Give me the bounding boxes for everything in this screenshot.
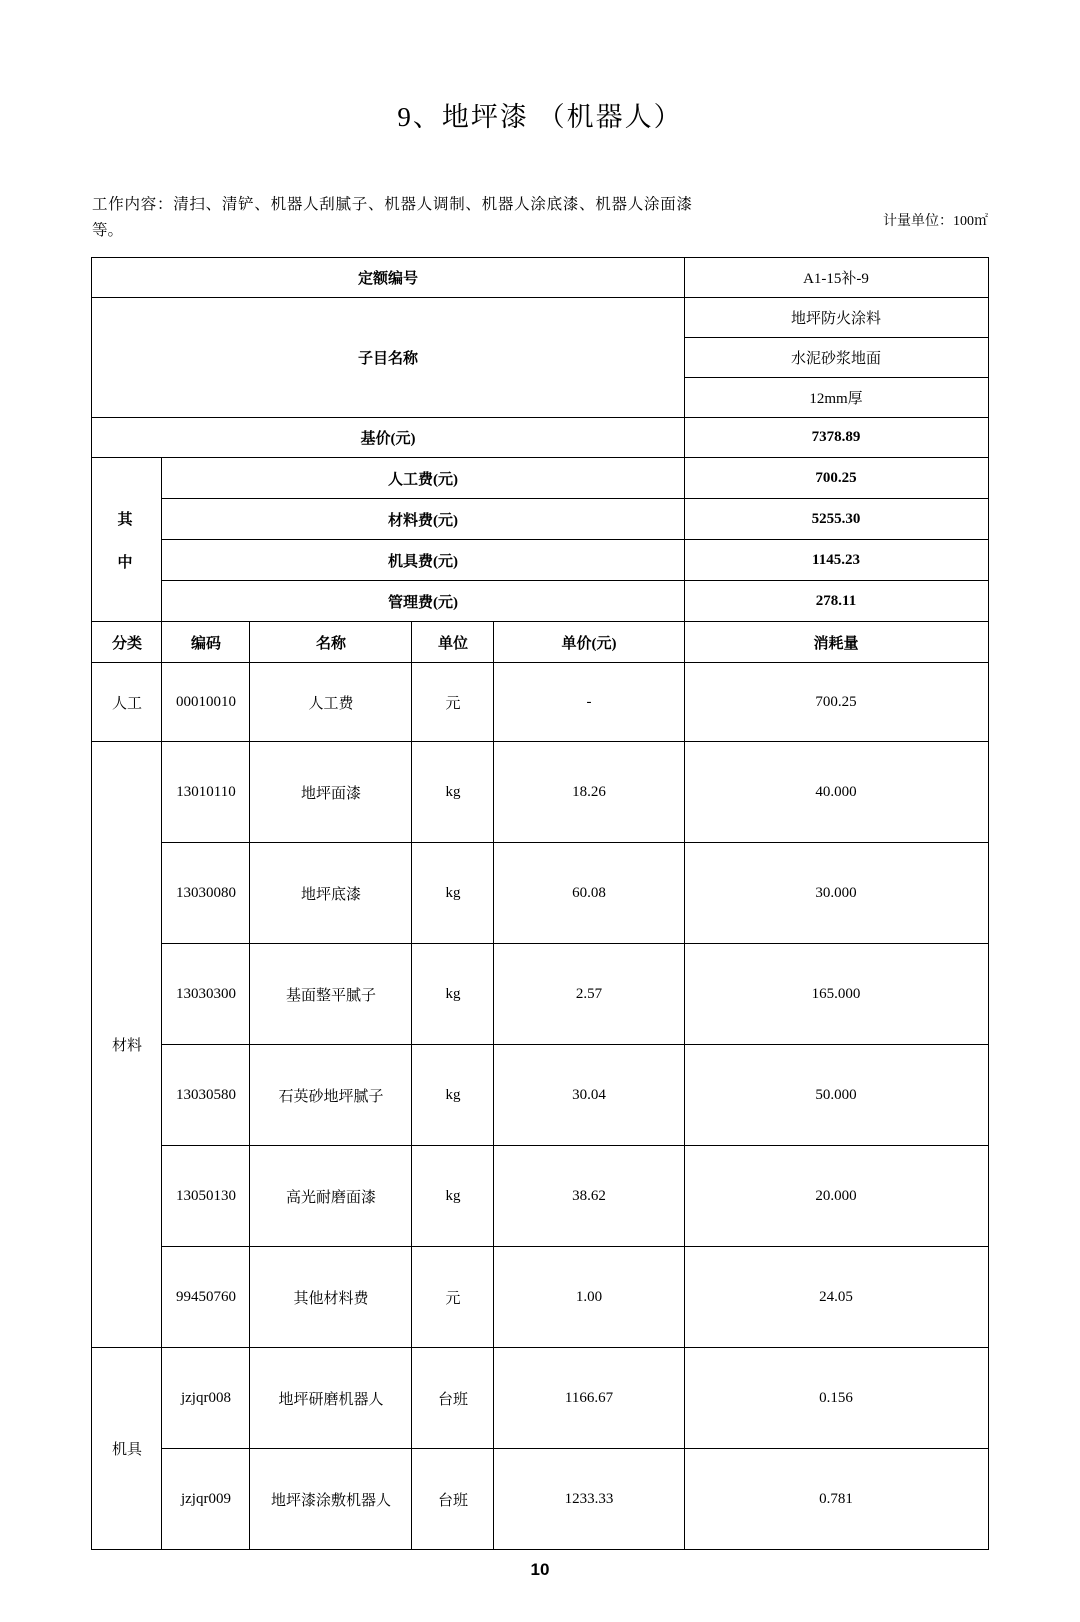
- row-unit: 台班: [412, 1449, 494, 1550]
- document-page: [0, 95, 1080, 1622]
- row-unit: kg: [412, 1146, 494, 1247]
- row-code: jzjqr009: [162, 1449, 250, 1550]
- table-row: [92, 1146, 988, 1247]
- row-price: 1166.67: [494, 1348, 684, 1449]
- row-qty: 0.781: [684, 1449, 988, 1550]
- row-qty: 24.05: [684, 1247, 988, 1348]
- item-name-row-1: [92, 298, 988, 338]
- cost-label-material: 材料费(元): [162, 499, 684, 540]
- row-name: 高光耐磨面漆: [250, 1146, 412, 1247]
- row-price: 1.00: [494, 1247, 684, 1348]
- cost-value-management: 278.11: [684, 581, 988, 622]
- row-qty: 700.25: [684, 663, 988, 742]
- column-header-name: 名称: [250, 622, 412, 663]
- row-code: jzjqr008: [162, 1348, 250, 1449]
- work-content-label: 工作内容：: [92, 196, 174, 213]
- table-row: [92, 1247, 988, 1348]
- column-header-qty: 消耗量: [684, 622, 988, 663]
- quota-code-label: 定额编号: [92, 258, 684, 298]
- row-price: 38.62: [494, 1146, 684, 1247]
- item-name-line-1: 地坪防火涂料: [684, 298, 988, 338]
- row-code: 13030080: [162, 843, 250, 944]
- cost-value-material: 5255.30: [684, 499, 988, 540]
- row-price: -: [494, 663, 684, 742]
- row-name: 地坪漆涂敷机器人: [250, 1449, 412, 1550]
- quota-code-value: A1-15补-9: [684, 258, 988, 298]
- item-name-label: 子目名称: [92, 298, 684, 418]
- row-unit: kg: [412, 944, 494, 1045]
- cost-value-labor: 700.25: [684, 458, 988, 499]
- meta-row: [0, 192, 1080, 243]
- item-name-line-2: 水泥砂浆地面: [684, 338, 988, 378]
- row-code: 13030580: [162, 1045, 250, 1146]
- cost-label-management: 管理费(元): [162, 581, 684, 622]
- cost-row-machine: [92, 540, 988, 581]
- table-row: [92, 1045, 988, 1146]
- row-qty: 0.156: [684, 1348, 988, 1449]
- among-label: [92, 458, 162, 622]
- cost-value-machine: 1145.23: [684, 540, 988, 581]
- row-category-machine: 机具: [92, 1348, 162, 1550]
- base-price-row: [92, 418, 988, 458]
- row-code: 13030300: [162, 944, 250, 1045]
- table-row: [92, 742, 988, 843]
- work-content-body: 清扫、清铲、机器人刮腻子、机器人调制、机器人涂底漆、机器人涂面漆等。: [92, 196, 692, 239]
- row-name: 地坪研磨机器人: [250, 1348, 412, 1449]
- table-row: [92, 663, 988, 742]
- row-price: 1233.33: [494, 1449, 684, 1550]
- cost-row-labor: [92, 458, 988, 499]
- cost-label-labor: 人工费(元): [162, 458, 684, 499]
- among-char-1: 其: [117, 511, 137, 528]
- row-qty: 40.000: [684, 742, 988, 843]
- column-header-price: 单价(元): [494, 622, 684, 663]
- quota-code-row: [92, 258, 988, 298]
- row-code: 99450760: [162, 1247, 250, 1348]
- work-content-text: [92, 192, 692, 243]
- row-qty: 20.000: [684, 1146, 988, 1247]
- row-code: 00010010: [162, 663, 250, 742]
- row-unit: 元: [412, 663, 494, 742]
- row-name: 基面整平腻子: [250, 944, 412, 1045]
- row-price: 30.04: [494, 1045, 684, 1146]
- row-code: 13010110: [162, 742, 250, 843]
- column-header-code: 编码: [162, 622, 250, 663]
- table-row: [92, 1348, 988, 1449]
- row-qty: 165.000: [684, 944, 988, 1045]
- table-column-header-row: [92, 622, 988, 663]
- column-header-category: 分类: [92, 622, 162, 663]
- row-category-labor: 人工: [92, 663, 162, 742]
- page-number: 10: [530, 1560, 550, 1579]
- row-price: 18.26: [494, 742, 684, 843]
- quota-table: [91, 257, 988, 1550]
- cost-row-management: [92, 581, 988, 622]
- row-name: 其他材料费: [250, 1247, 412, 1348]
- table-row: [92, 843, 988, 944]
- base-price-value: 7378.89: [684, 418, 988, 458]
- table-row: [92, 944, 988, 1045]
- row-price: 60.08: [494, 843, 684, 944]
- row-name: 地坪底漆: [250, 843, 412, 944]
- row-unit: 台班: [412, 1348, 494, 1449]
- row-unit: kg: [412, 1045, 494, 1146]
- row-name: 人工费: [250, 663, 412, 742]
- row-code: 13050130: [162, 1146, 250, 1247]
- row-qty: 30.000: [684, 843, 988, 944]
- row-unit: 元: [412, 1247, 494, 1348]
- cost-label-machine: 机具费(元): [162, 540, 684, 581]
- row-name: 石英砂地坪腻子: [250, 1045, 412, 1146]
- row-category-material: 材料: [92, 742, 162, 1348]
- row-unit: kg: [412, 742, 494, 843]
- cost-row-material: [92, 499, 988, 540]
- row-price: 2.57: [494, 944, 684, 1045]
- page-title: 9、地坪漆 （机器人）: [397, 102, 683, 132]
- row-unit: kg: [412, 843, 494, 944]
- item-name-line-3: 12mm厚: [684, 378, 988, 418]
- measure-unit-note: 计量单位：100㎡: [883, 214, 988, 229]
- row-name: 地坪面漆: [250, 742, 412, 843]
- table-row: [92, 1449, 988, 1550]
- row-qty: 50.000: [684, 1045, 988, 1146]
- among-char-2: 中: [117, 554, 137, 571]
- base-price-label: 基价(元): [92, 418, 684, 458]
- column-header-unit: 单位: [412, 622, 494, 663]
